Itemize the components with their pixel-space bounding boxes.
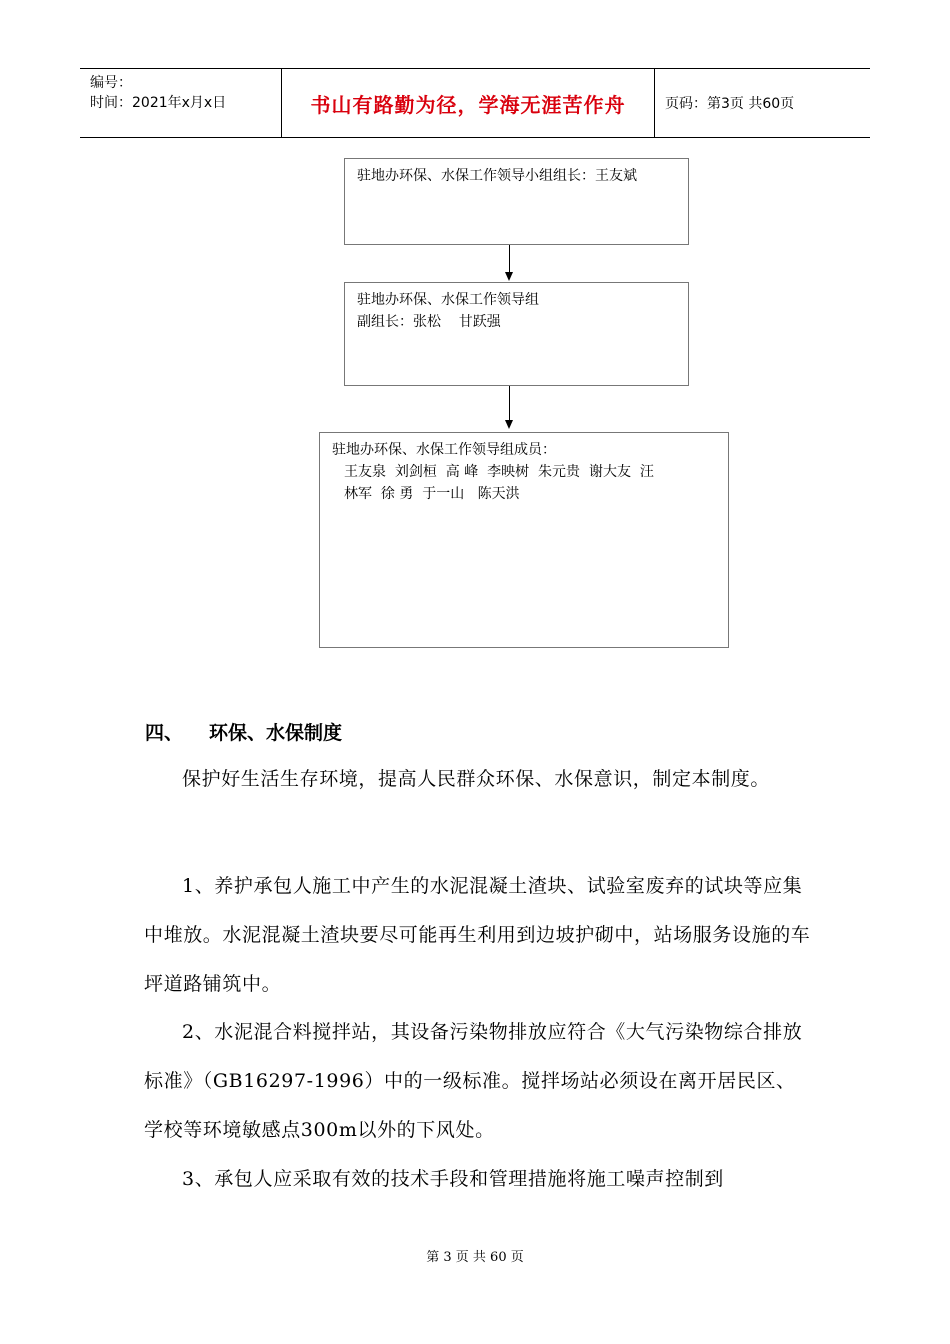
- paragraph-1: 1、养护承包人施工中产生的水泥混凝土渣块、试验室废弃的试块等应集中堆放。水泥混凝土渣块要尽可能再生利用到边坡护砌中，站场服务设施的车坪道路铺筑中。: [144, 875, 811, 995]
- org-box-members-line: 王友泉 刘剑桓 高 峰 李映树 朱元贵 谢大友 汪: [344, 464, 654, 480]
- header-motto: 书山有路勤为径，学海无涯苦作舟: [310, 92, 626, 117]
- section-number: 四、: [145, 722, 184, 744]
- org-box-members-line: 林军 徐 勇 于一山 陈天洪: [344, 486, 520, 502]
- connector-line: [509, 245, 510, 273]
- connector-line: [509, 386, 510, 422]
- paragraph-intro: 保护好生活生存环境，提高人民群众环保、水保意识，制定本制度。: [182, 768, 771, 790]
- section-heading: [145, 718, 342, 745]
- document-number-label: 编号：: [90, 75, 132, 91]
- header-page-info: 页码：第3页 共60页: [665, 96, 795, 112]
- org-box-leader-text: 驻地办环保、水保工作领导小组组长：王友斌: [357, 168, 637, 184]
- section-title-text: 环保、水保制度: [209, 722, 343, 744]
- paragraph-2: 2、水泥混合料搅拌站，其设备污染物排放应符合《大气污染物综合排放标准》（GB16297-1996）中的一级标准。搅拌场站必须设在离开居民区、学校等环境敏感点300m以外的下风处。: [144, 1021, 803, 1141]
- arrow-down-icon: [505, 420, 513, 429]
- org-box-deputy-names: 副组长：张松 甘跃强: [357, 314, 501, 330]
- org-box-deputy-title: 驻地办环保、水保工作领导组: [357, 292, 539, 308]
- org-box-leader: [344, 158, 689, 245]
- paragraph-3: 3、承包人应采取有效的技术手段和管理措施将施工噪声控制到: [182, 1168, 724, 1190]
- org-box-members: [319, 432, 729, 648]
- header-meta: [80, 69, 280, 137]
- document-time-label: 时间：2021年x月x日: [90, 95, 227, 111]
- page-footer: 第 3 页 共 60 页: [426, 1250, 524, 1265]
- arrow-down-icon: [505, 272, 513, 281]
- org-box-deputy: [344, 282, 689, 386]
- org-box-members-title: 驻地办环保、水保工作领导组成员：: [332, 442, 556, 458]
- page-header: [80, 68, 870, 138]
